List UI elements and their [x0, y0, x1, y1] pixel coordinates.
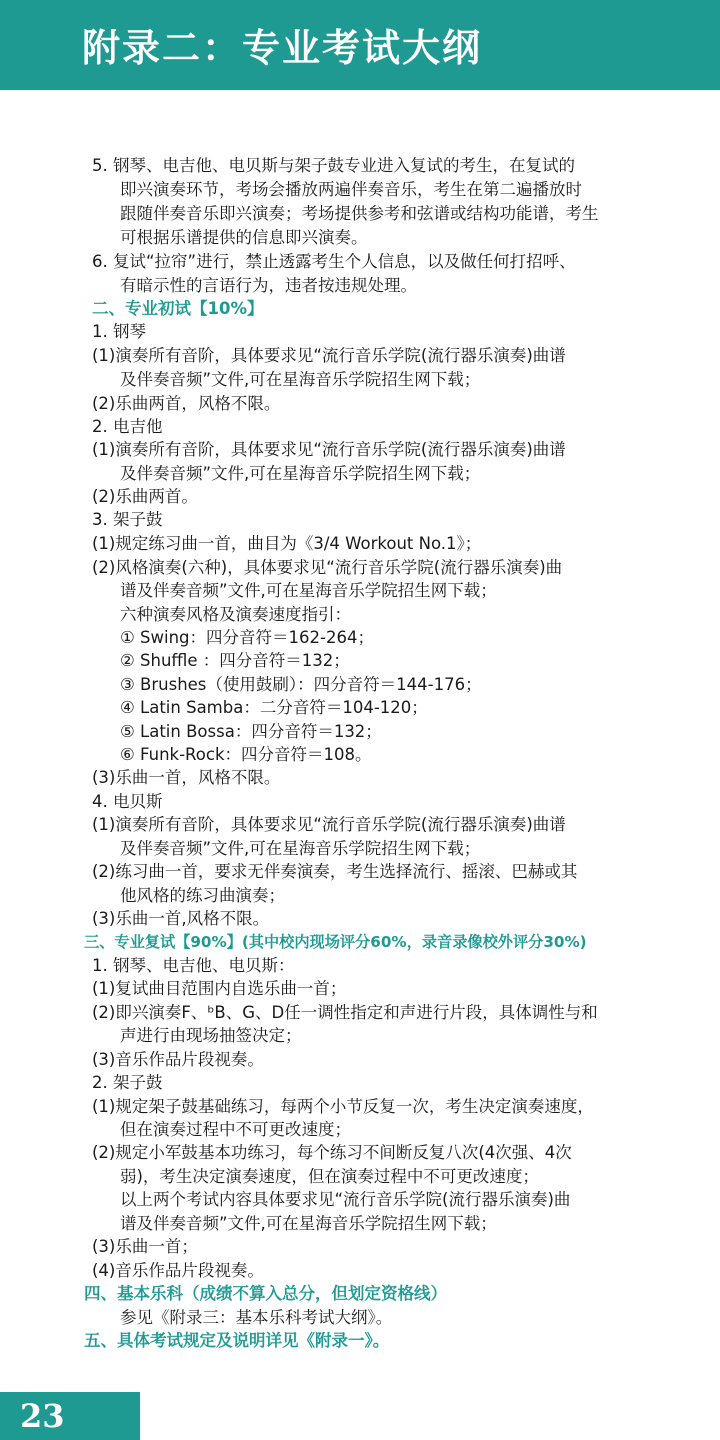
body-line: ④ Latin Samba：二分音符＝104-120；	[120, 698, 428, 717]
body-line: 及伴奏音频”文件,可在星海音乐学院招生网下载；	[120, 370, 481, 389]
body-line: (1)演奏所有音阶，具体要求见“流行音乐学院(流行器乐演奏)曲谱	[92, 346, 566, 365]
body-line: 谱及伴奏音频”文件,可在星海音乐学院招生网下载；	[120, 1214, 497, 1233]
body-line: (3)乐曲一首,风格不限。	[92, 909, 270, 928]
body-line: (1)复试曲目范围内自选乐曲一首；	[92, 979, 347, 998]
page-title: 附录二：专业考试大纲	[82, 26, 483, 70]
body-line: ③ Brushes（使用鼓刷）：四分音符＝144-176；	[120, 675, 482, 694]
body-line: (2)规定小军鼓基本功练习，每个练习不间断反复八次(4次强、4次	[92, 1143, 572, 1162]
page-number: 23	[20, 1397, 65, 1435]
body-line: 跟随伴奏音乐即兴演奏；考场提供参考和弦谱或结构功能谱，考生	[120, 204, 599, 223]
section-heading: 三、专业复试【90%】(其中校内现场评分60%，录音录像校外评分30%)	[84, 933, 587, 951]
body-line: 六种演奏风格及演奏速度指引：	[120, 605, 351, 624]
body-line: (4)音乐作品片段视奏。	[92, 1261, 264, 1280]
body-line: 1. 钢琴、电吉他、电贝斯：	[92, 956, 295, 975]
page-header-banner	[0, 0, 720, 90]
body-line: 弱)，考生决定演奏速度，但在演奏过程中不可更改速度；	[120, 1167, 539, 1186]
body-line: ② Shuffle ：四分音符＝132；	[120, 651, 350, 670]
body-line: 1. 钢琴	[92, 322, 146, 341]
page-number-badge	[0, 1392, 140, 1440]
body-line: (1)规定练习曲一首，曲目为《3/4 Workout No.1》；	[92, 534, 482, 553]
body-line: 以上两个考试内容具体要求见“流行音乐学院(流行器乐演奏)曲	[120, 1190, 571, 1209]
body-line: (2)乐曲两首。	[92, 487, 198, 506]
body-line: ⑥ Funk-Rock：四分音符＝108。	[120, 745, 372, 764]
body-line: ⑤ Latin Bossa：四分音符＝132；	[120, 722, 382, 741]
body-line: (2)风格演奏(六种)，具体要求见“流行音乐学院(流行器乐演奏)曲	[92, 558, 563, 577]
body-line: (2)练习曲一首，要求无伴奏演奏，考生选择流行、摇滚、巴赫或其	[92, 862, 578, 881]
body-line: 2. 电吉他	[92, 417, 163, 436]
body-line: 他风格的练习曲演奏；	[120, 886, 285, 905]
body-line: (2)乐曲两首，风格不限。	[92, 394, 281, 413]
body-line: 2. 架子鼓	[92, 1073, 163, 1092]
body-line: (1)规定架子鼓基础练习，每两个小节反复一次，考生决定演奏速度，	[92, 1097, 594, 1116]
body-line: 但在演奏过程中不可更改速度；	[120, 1120, 351, 1139]
body-line: 可根据乐谱提供的信息即兴演奏。	[120, 228, 368, 247]
body-line: 5. 钢琴、电吉他、电贝斯与架子鼓专业进入复试的考生，在复试的	[92, 156, 575, 175]
body-line: (3)音乐作品片段视奏。	[92, 1050, 264, 1069]
body-line: 及伴奏音频”文件,可在星海音乐学院招生网下载；	[120, 464, 481, 483]
body-line: 参见《附录三：基本乐科考试大纲》。	[120, 1308, 393, 1327]
body-line: (2)即兴演奏F、ᵇB、G、D任一调性指定和声进行片段，具体调性与和	[92, 1003, 598, 1022]
body-line: 6. 复试“拉帘”进行，禁止透露考生个人信息，以及做任何打招呼、	[92, 252, 576, 271]
body-line: 声进行由现场抽签决定；	[120, 1026, 302, 1045]
body-line: (1)演奏所有音阶，具体要求见“流行音乐学院(流行器乐演奏)曲谱	[92, 440, 566, 459]
body-line: (1)演奏所有音阶，具体要求见“流行音乐学院(流行器乐演奏)曲谱	[92, 815, 566, 834]
body-line: (3)乐曲一首；	[92, 1237, 198, 1256]
body-line: 4. 电贝斯	[92, 792, 163, 811]
section-heading: 四、基本乐科（成绩不算入总分，但划定资格线）	[84, 1284, 447, 1303]
body-line: 即兴演奏环节，考场会播放两遍伴奏音乐，考生在第二遍播放时	[120, 180, 582, 199]
section-heading: 五、具体考试规定及说明详见《附录一》。	[84, 1331, 390, 1350]
body-line: 有暗示性的言语行为，违者按违规处理。	[120, 276, 417, 295]
body-line: (3)乐曲一首，风格不限。	[92, 768, 281, 787]
body-line: 及伴奏音频”文件,可在星海音乐学院招生网下载；	[120, 839, 481, 858]
body-line: 3. 架子鼓	[92, 510, 163, 529]
body-line: 谱及伴奏音频”文件,可在星海音乐学院招生网下载；	[120, 581, 497, 600]
body-line: ① Swing：四分音符＝162-264；	[120, 628, 374, 647]
section-heading: 二、专业初试【10%】	[92, 299, 264, 318]
